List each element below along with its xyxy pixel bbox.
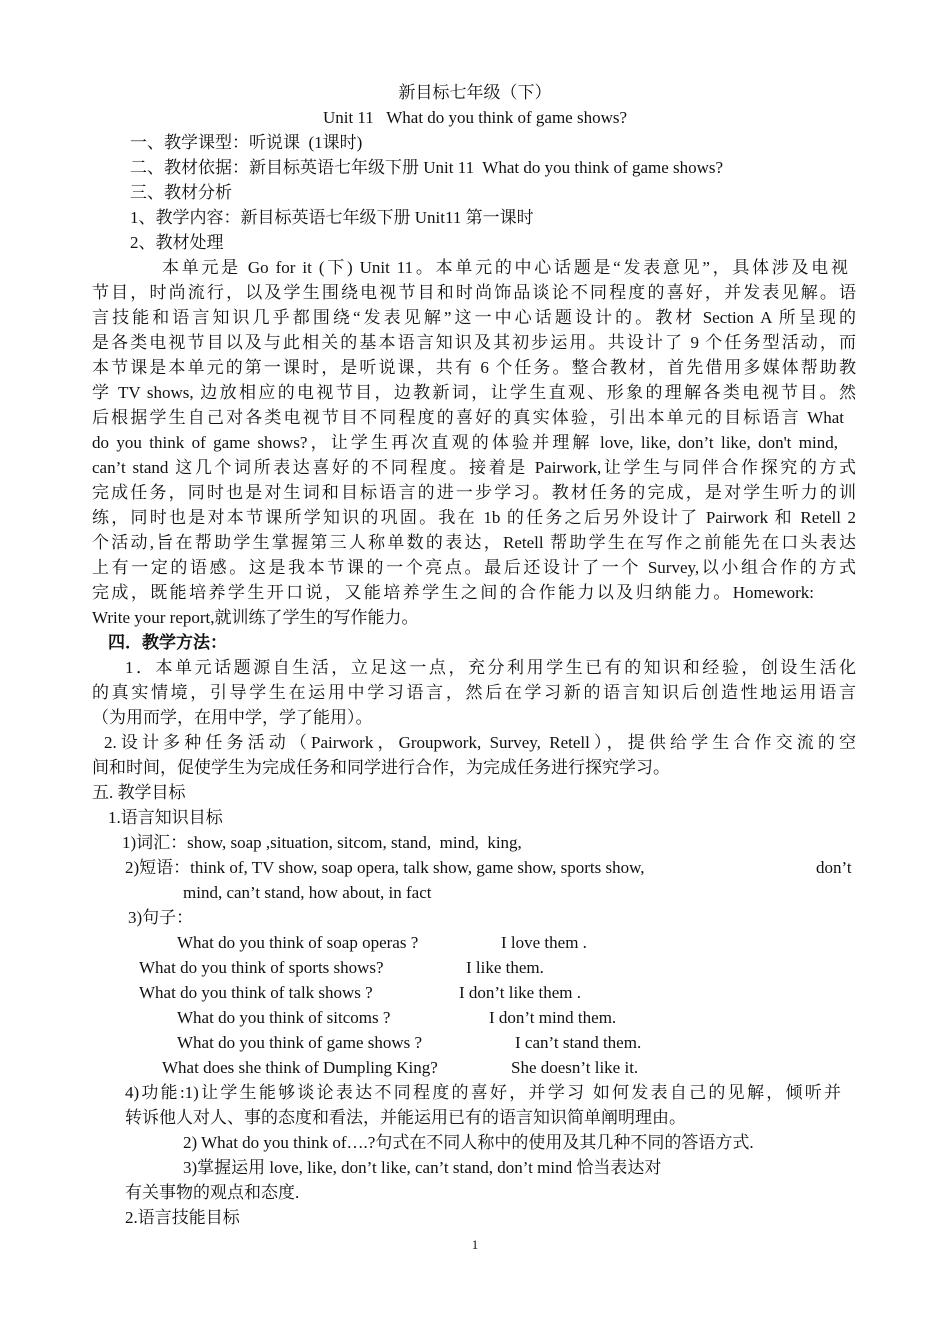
paragraph-line: 本节课是本单元的第一课时，是听说课，共有 6 个任务。整合教材，首先借用多媒体帮助教 [92, 358, 856, 377]
function-line: 转诉他人对人、事的态度和看法，并能运用已有的语言知识简单阐明理由。 [125, 1108, 686, 1127]
paragraph-line: Write your report,就训练了学生的写作能力。 [92, 608, 419, 627]
sentence-question: What do you think of sitcoms ? [177, 1008, 391, 1027]
phrases-line: 2)短语：think of, TV show, soap opera, talk show, game show, sports show, [125, 858, 645, 877]
sentence-answer: She doesn’t like it. [511, 1058, 639, 1077]
page-number: 1 [471, 1237, 479, 1252]
paragraph-line: 后根据学生自己对各类电视节目不同程度的喜好的真实体验，引出本单元的目标语言 What [92, 408, 844, 427]
paragraph-line: 本单元是 Go for it (下) Unit 11。本单元的中心话题是“发表意见”，具体涉及电视 [162, 258, 848, 277]
method-1-line: 1．本单元话题源自生活，立足这一点，充分利用学生已有的知识和经验，创设生活化 [125, 658, 856, 677]
function-line: 2) What do you think of….?句式在不同人称中的使用及其几种不同的答语方式. [183, 1133, 754, 1152]
sentences-heading: 3)句子： [128, 908, 194, 927]
analysis-processing: 2、教材处理 [130, 233, 224, 252]
paragraph-line: 练，同时也是对本节课所学知识的巩固。我在 1b 的任务之后另外设计了 Pairwork 和 Retell 2 [92, 508, 856, 527]
phrases-line-continued: mind, can’t stand, how about, in fact [183, 883, 432, 902]
paragraph-line: 完成，既能培养学生开口说，又能培养学生之间的合作能力以及归纳能力。Homework: [92, 583, 814, 602]
doc-subtitle: Unit 11 What do you think of game shows? [322, 108, 628, 127]
sentence-answer: I like them. [466, 958, 544, 977]
sentence-answer: I don’t like them . [459, 983, 581, 1002]
paragraph-line: 个活动,旨在帮助学生掌握第三人称单数的表达，Retell 帮助学生在写作之前能先在口头表达 [92, 533, 856, 552]
paragraph-line: can’t stand 这几个词所表达喜好的不同程度。接着是 Pairwork,让学生与同伴合作探究的方式 [92, 458, 856, 477]
paragraph-line: 节目，时尚流行，以及学生围绕电视节目和时尚饰品谈论不同程度的喜好，并发表见解。语 [92, 283, 856, 302]
phrases-line-end: don’t [816, 858, 852, 877]
paragraph-line: 学 TV shows, 边放相应的电视节目，边教新词，让学生直观、形象的理解各类电视节目。然 [92, 383, 856, 402]
sentence-question: What do you think of game shows ? [177, 1033, 423, 1052]
function-line: 有关事物的观点和态度. [125, 1183, 300, 1202]
section-methods-heading: 四．教学方法： [108, 633, 227, 652]
method-2-line: 2.设计多种任务活动（Pairwork，Groupwork, Survey, Retell），提供给学生合作交流的空 [104, 733, 856, 752]
sentence-question: What do you think of talk shows ? [139, 983, 373, 1002]
section-analysis-heading: 三、教材分析 [130, 183, 232, 202]
function-line: 3)掌握运用 love, like, don’t like, can’t stand, don’t mind 恰当表达对 [183, 1158, 662, 1177]
paragraph-line: 是各类电视节目以及与此相关的基本语言知识及其初步运用。共设计了 9 个任务型活动，而 [92, 333, 856, 352]
function-line: 4)功能:1)让学生能够谈论表达不同程度的喜好，并学习 如何发表自己的见解，倾听并 [125, 1083, 841, 1102]
paragraph-line: 完成任务，同时也是对生词和目标语言的进一步学习。教材任务的完成，是对学生听力的训 [92, 483, 856, 502]
vocabulary-line: 1)词汇：show, soap ,situation, sitcom, stand, mind, king, [122, 833, 522, 852]
section-course-type: 一、教学课型：听说课 (1课时) [130, 133, 363, 152]
sentence-answer: I can’t stand them. [515, 1033, 642, 1052]
paragraph-line: 言技能和语言知识几乎都围绕“发表见解”这一中心话题设计的。教材 Section A 所呈现的 [92, 308, 856, 327]
doc-title: 新目标七年级（下） [398, 83, 552, 102]
sentence-question: What does she think of Dumpling King? [162, 1058, 438, 1077]
method-1-line: （为用而学，在用中学，学了能用）。 [92, 708, 373, 727]
section-objectives-heading: 五. 教学目标 [92, 783, 186, 802]
analysis-content: 1、教学内容：新目标英语七年级下册 Unit11 第一课时 [130, 208, 534, 227]
sentence-question: What do you think of soap operas ? [177, 933, 419, 952]
sentence-question: What do you think of sports shows? [139, 958, 384, 977]
paragraph-line: 上有一定的语感。这是我本节课的一个亮点。最后还设计了一个 Survey,以小组合作的方式 [92, 558, 856, 577]
sentence-answer: I love them . [501, 933, 587, 952]
objective-knowledge-heading: 1.语言知识目标 [108, 808, 223, 827]
method-2-line: 间和时间，促使学生为完成任务和同学进行合作，为完成任务进行探究学习。 [92, 758, 670, 777]
paragraph-line: do you think of game shows?，让学生再次直观的体验并理解 love, like, don’t like, don't mind, [92, 433, 838, 452]
section-basis: 二、教材依据：新目标英语七年级下册 Unit 11 What do you think of game shows? [130, 158, 724, 177]
sentence-answer: I don’t mind them. [489, 1008, 617, 1027]
method-1-line: 的真实情境，引导学生在运用中学习语言，然后在学习新的语言知识后创造性地运用语言 [92, 683, 856, 702]
objective-skills-heading: 2.语言技能目标 [125, 1208, 240, 1227]
